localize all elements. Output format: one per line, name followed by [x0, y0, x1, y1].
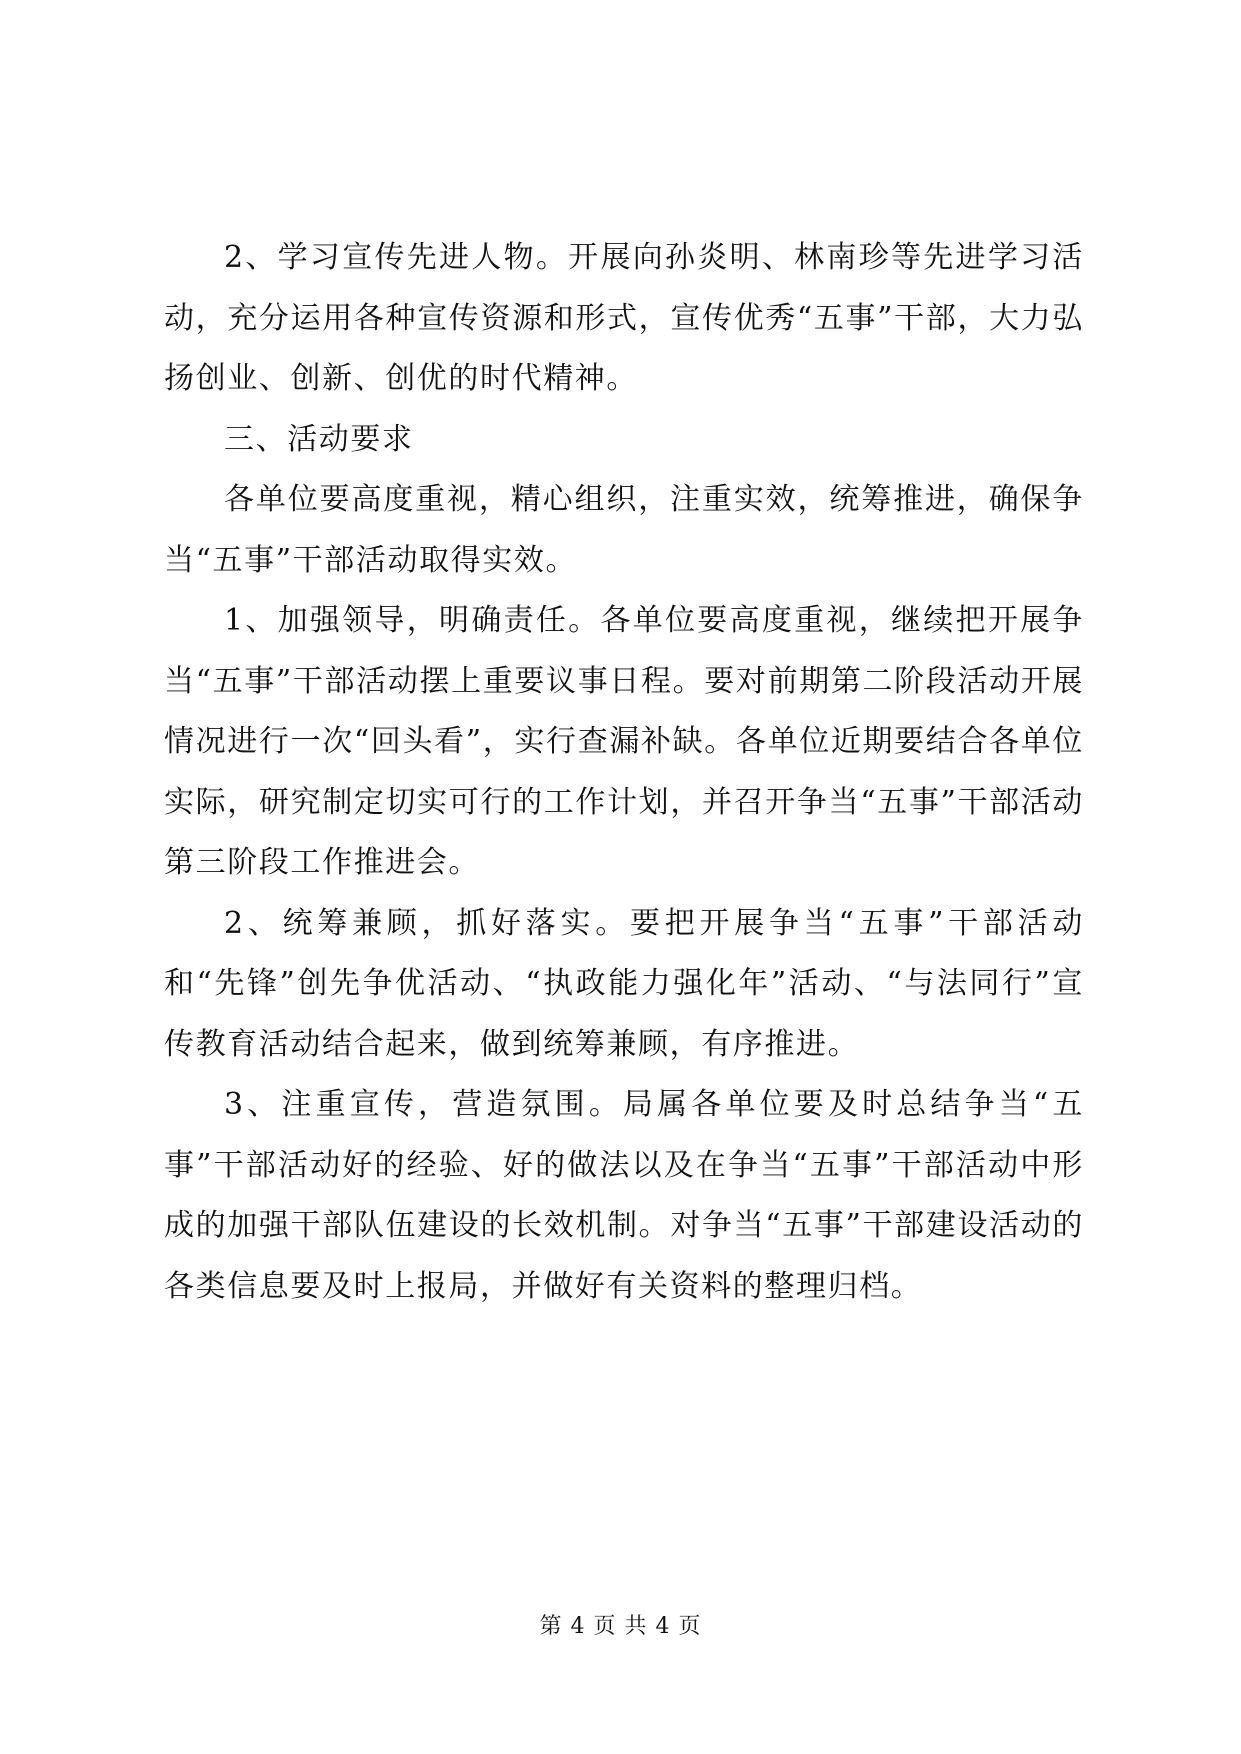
paragraph-leadership-responsibility: 1、加强领导，明确责任。各单位要高度重视，继续把开展争当“五事”干部活动摆上重要议事日程。要对前期第二阶段活动开展情况进行一次“回头看”，实行查漏补缺。各单位近期要结合各单位实际，研究制定切实可行的工作计划，并召开争当“五事”干部活动第三阶段工作推进会。: [164, 603, 1084, 880]
document-body: [164, 228, 1084, 1317]
section-heading-activity-requirements: 三、活动要求: [224, 421, 414, 457]
paragraph-study-advanced-figures: 2、学习宣传先进人物。开展向孙炎明、林南珍等先进学习活动，充分运用各种宣传资源和形式，宣传优秀“五事”干部，大力弘扬创业、创新、创优的时代精神。: [164, 240, 1084, 396]
paragraph-coordination-implementation: 2、统筹兼顾，抓好落实。要把开展争当“五事”干部活动和“先锋”创先争优活动、“执政能力强化年”活动、“与法同行”宣传教育活动结合起来，做到统筹兼顾，有序推进。: [164, 905, 1084, 1062]
paragraph-requirements-intro: 各单位要高度重视，精心组织，注重实效，统筹推进，确保争当“五事”干部活动取得实效。: [164, 482, 1084, 578]
page-footer: 第 4 页 共 4 页: [539, 1614, 702, 1639]
paragraph-publicity-atmosphere: 3、注重宣传，营造氛围。局属各单位要及时总结争当“五事”干部活动好的经验、好的做法以及在争当“五事”干部活动中形成的加强干部队伍建设的长效机制。对争当“五事”干部建设活动的各类信息要及时上报局，并做好有关资料的整理归档。: [164, 1087, 1084, 1304]
